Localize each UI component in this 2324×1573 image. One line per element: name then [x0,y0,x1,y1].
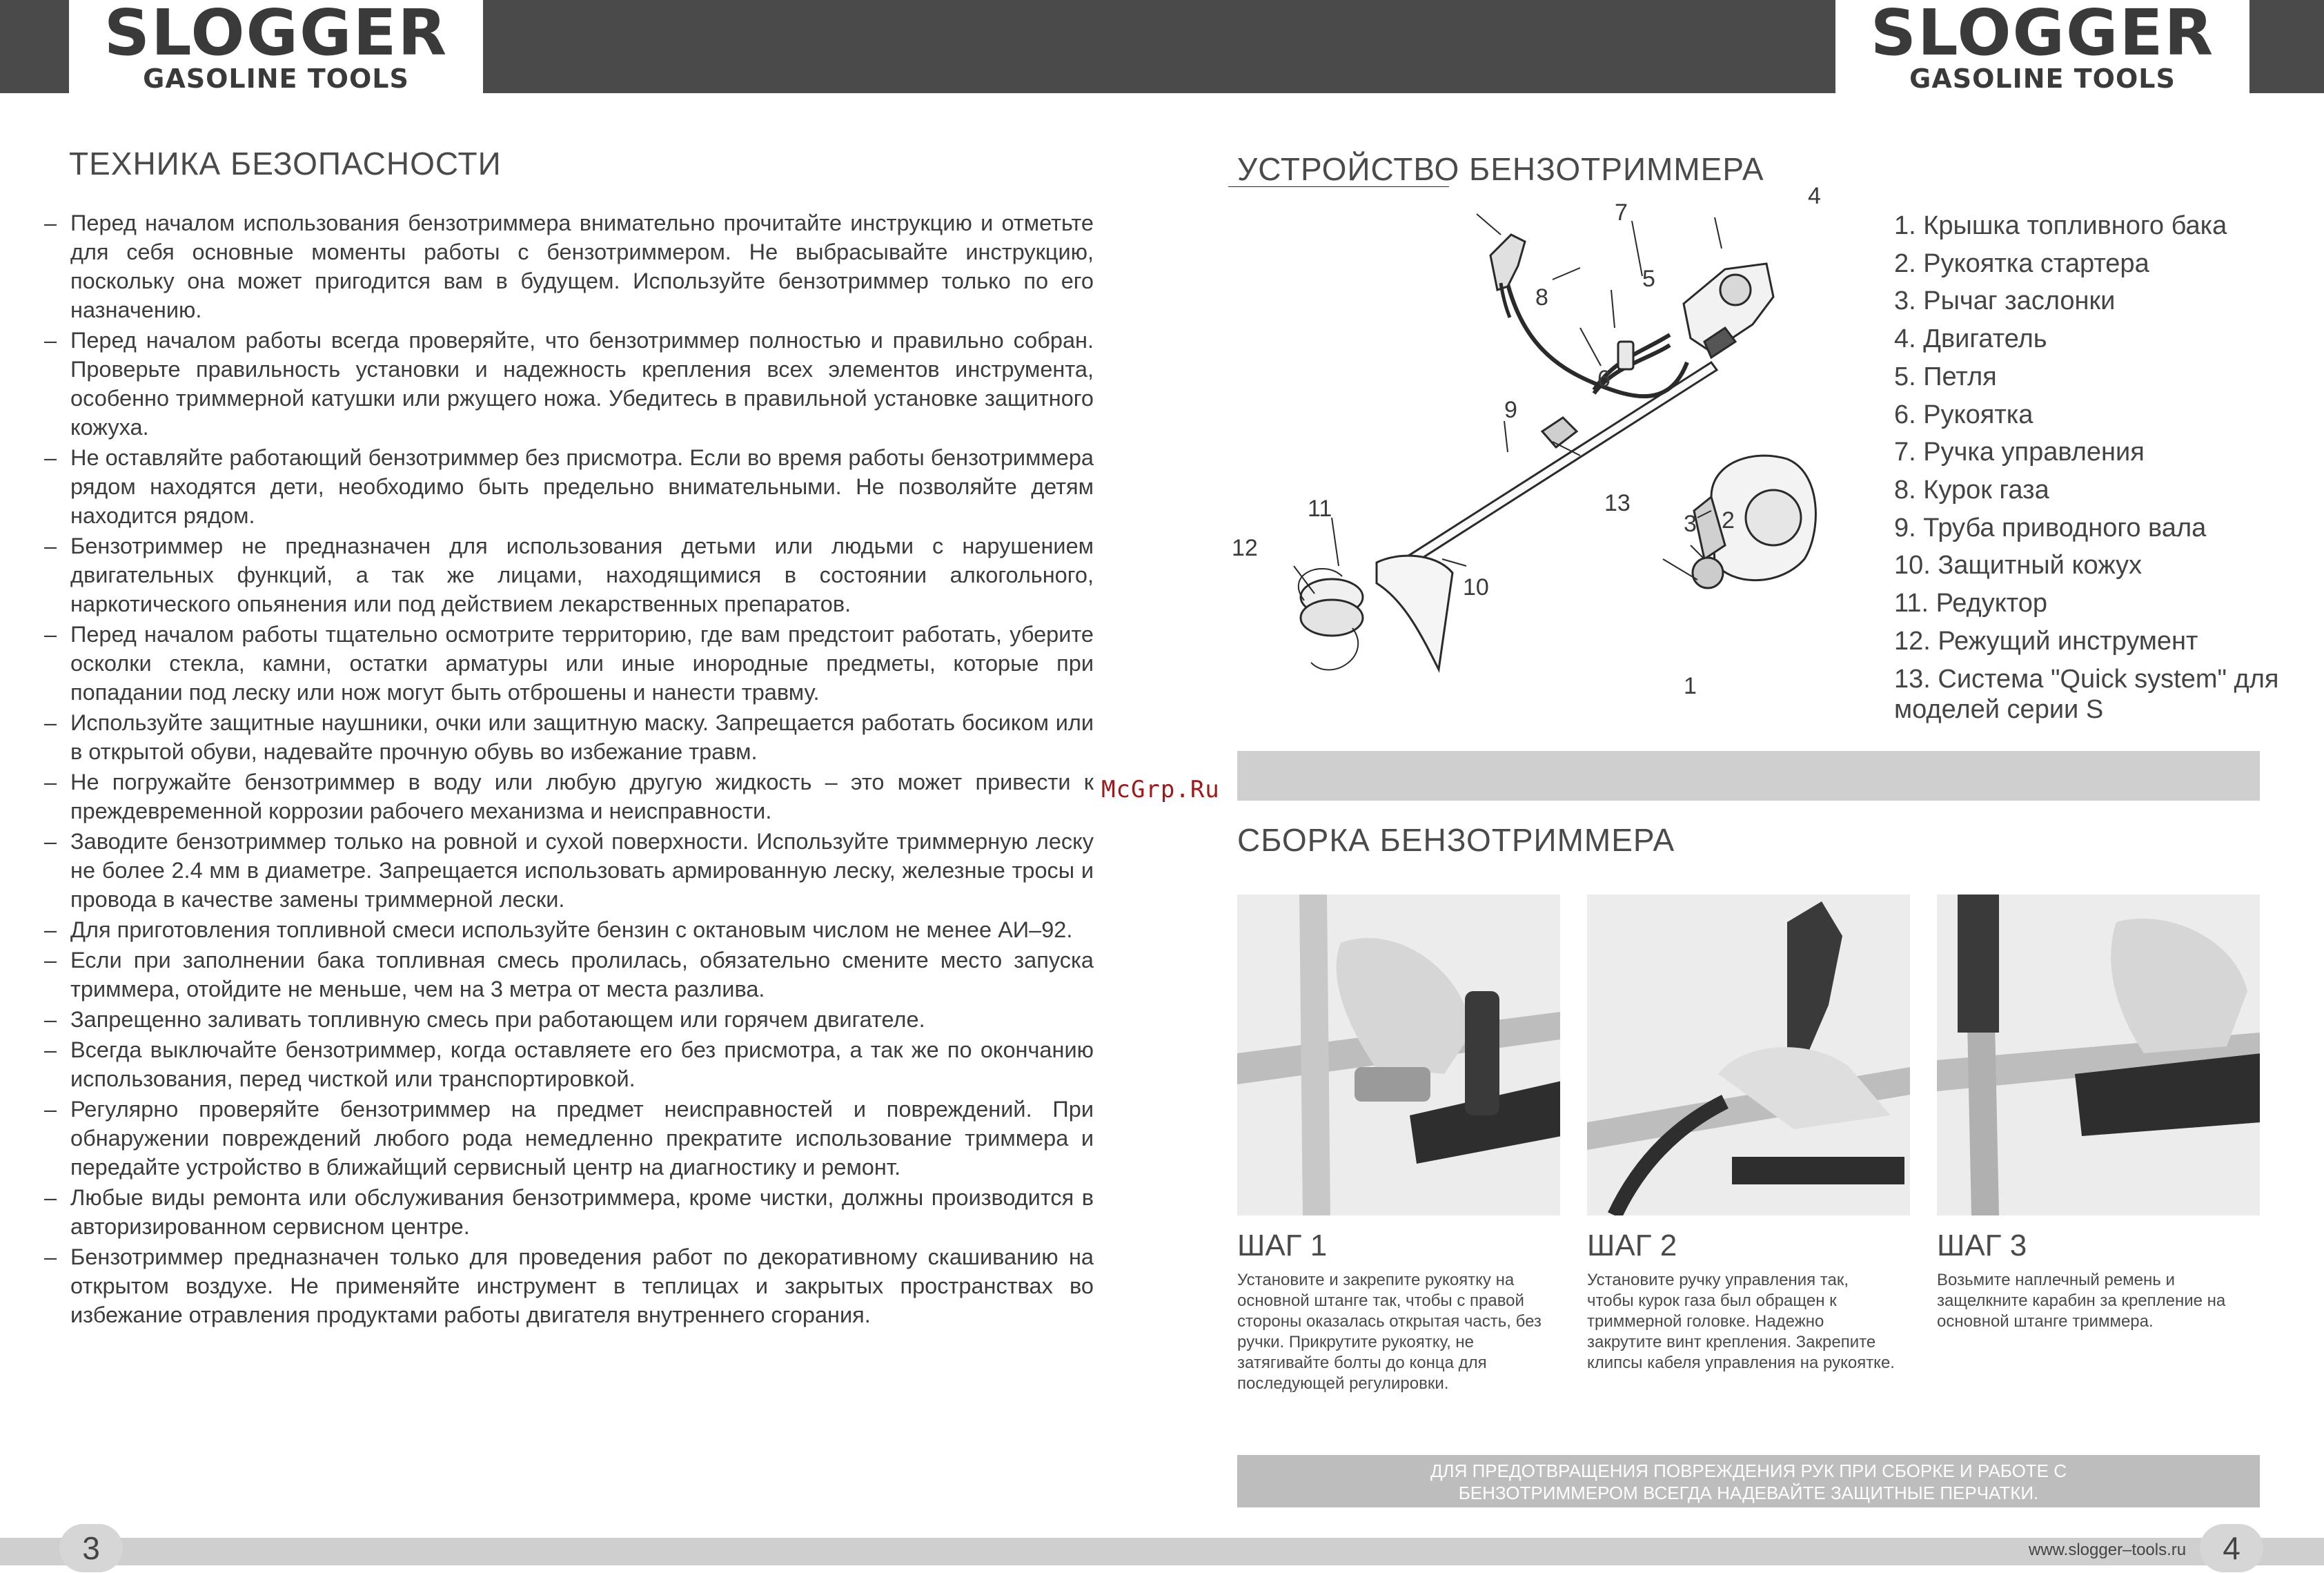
callout-1: 1 [1684,673,1697,699]
engine-flywheel [1746,490,1801,545]
callout-13: 13 [1604,490,1631,516]
step-3-photo [1937,895,2260,1215]
loop-bracket [1618,342,1633,369]
safety-rule: – Бензотриммер не предназначен для использования детьми или людьми с нарушением двигательных функций, а так же лицами, находящимися в состоянии алкогольного, наркотического опьянения или под действием лекарственных препаратов. [44,534,1094,616]
control-grip [1490,235,1525,290]
callout-8: 8 [1535,284,1548,311]
part-item: 7. Ручка управления [1894,438,2145,467]
safety-rule: – Всегда выключайте бензотриммер, когда оставляете его без присмотра, а так же по окончанию использования, перед чисткой или транспортировкой. [44,1037,1094,1091]
callout-9: 9 [1504,397,1517,423]
part-item: 10. Защитный кожух [1894,551,2143,580]
safety-rule: – Не погружайте бензотриммер в воду или любую другую жидкость – это может привести к преждевременной коррозии рабочего механизма и неисправности. [44,770,1094,823]
step-3-title: ШАГ 3 [1937,1229,2027,1262]
step-2-title: ШАГ 2 [1587,1229,1677,1262]
part-item: 9. Труба приводного вала [1894,513,2207,543]
part-item: 6. Рукоятка [1894,400,2034,429]
part-item: 2. Рукоятка стартера [1894,248,2149,278]
header-corner-block [2255,0,2324,93]
drive-shaft [1387,362,1717,577]
watermark: McGrp.Ru [1101,776,1220,803]
safety-rule: – Используйте защитные наушники, очки или защитную маску. Запрещается работать босиком или в открытой обуви, надевайте прочную обувь во избежание травм. [44,710,1094,764]
safety-rule: – Для приготовления топливной смеси используйте бензин с октановым числом не менее АИ–92. [44,917,1073,942]
fuel-cap [1693,558,1723,588]
step-1-photo [1237,895,1560,1215]
device-title: УСТРОЙСТВО БЕНЗОТРИММЕРА [1237,151,1764,187]
brand-logo-left [69,0,483,93]
callout-2: 2 [1722,507,1735,534]
part-item: 3. Рычаг заслонки [1894,286,2116,316]
brand-logo-right [1835,0,2249,93]
safety-rule: – Бензотриммер предназначен только для проведения работ по декоративному скашиванию на открытом воздухе. Не применяйте инструмент в теплицах и закрытых пространствах во избежание отравления продуктами работы двигателя внутреннего сгорания. [44,1244,1094,1327]
step-1-text: Установите и закрепите рукоятку на основной штанге так, чтобы с правой стороны оказалась открытая часть, без ручки. Прикрутите рукоятку, не затягивайте болты до конца для последующей регулировки. [1237,1271,1542,1393]
safety-title: ТЕХНИКА БЕЗОПАСНОСТИ [69,146,502,182]
callout-3: 3 [1684,511,1697,537]
part-item: 5. Петля [1894,362,1997,391]
bike-handle [1504,269,1687,396]
part-item: 12. Режущий инструмент [1894,626,2198,656]
logo-tagline: GASOLINE TOOLS [1909,63,2176,94]
logo-tagline: GASOLINE TOOLS [143,63,409,94]
footer-bar [0,1538,2324,1565]
safety-rules-list [41,208,1094,1331]
warning-line-1: ДЛЯ ПРЕДОТВРАЩЕНИЯ ПОВРЕЖДЕНИЯ РУК ПРИ СБОРКЕ И РАБОТЕ С [1430,1460,2067,1481]
assembly-title: СБОРКА БЕНЗОТРИММЕРА [1237,822,1675,858]
callout-7: 7 [1615,199,1628,226]
callout-6: 6 [1597,366,1611,392]
safety-rule: – Регулярно проверяйте бензотриммер на предмет неисправностей и повреждений. При обнаружении повреждений любого рода немедленно прекратите использование триммера и передайте устройство в ближайщий сервисный центр на диагностику и ремонт. [44,1097,1094,1180]
part-item: 13. Система "Quick system" для моделей серии S [1894,665,2279,725]
website-url: www.slogger–tools.ru [2029,1541,2187,1559]
callout-11: 11 [1308,496,1332,522]
warning-line-2: БЕНЗОТРИММЕРОМ ВСЕГДА НАДЕВАЙТЕ ЗАЩИТНЫЕ ПЕРЧАТКИ. [1458,1483,2039,1503]
engine-cover [1720,275,1751,305]
step-2-photo [1587,895,1910,1215]
safety-rule: – Любые виды ремонта или обслуживания бензотриммера, кроме чистки, должны производится в авторизированном сервисном центре. [44,1185,1094,1239]
logo-wordmark: SLOGGER [1870,0,2215,70]
parts-list [1894,207,2281,725]
trimmer-diagram [1228,186,1835,711]
step-2-text: Установите ручку управления так, чтобы курок газа был обращен к триммерной головке. Надежно закрутите винт крепления. Закрепите клипсы кабеля управления на рукоятке. [1587,1271,1895,1372]
part-item: 1. Крышка топливного бака [1894,211,2227,240]
callout-4: 4 [1808,186,1821,209]
step-1-title: ШАГ 1 [1237,1229,1328,1262]
protective-guard [1377,556,1452,670]
callout-12: 12 [1232,535,1258,561]
section-divider-band [1237,751,2260,801]
logo-wordmark: SLOGGER [104,0,449,70]
callout-5: 5 [1642,266,1655,292]
safety-rule: – Если при заполнении бака топливная смесь пролилась, обязательно смените место запуска триммера, отойдите не меньше, чем на 3 метра от места разлива. [44,948,1094,1002]
page-number-right: 4 [2200,1524,2263,1572]
callout-10: 10 [1463,574,1489,600]
safety-rule: – Перед началом работы тщательно осмотрите территорию, где вам предстоит работать, уберите осколки стекла, камни, остатки арматуры или иные инородные предметы, которые при попадании под леску или нож могут быть отброшены и нанести травму. [44,622,1094,705]
step-3-text: Возьмите наплечный ремень и защелкните карабин за крепление на основной штанге триммера. [1937,1271,2226,1331]
safety-rule: – Перед началом использования бензотриммера внимательно прочитайте инструкцию и отметьте для себя основные моменты работы с бензотриммером. Не выбрасывайте инструкцию, поскольку она может пригодится вам в будущем. Используйте бензотриммер только по его назначению. [44,211,1094,322]
part-item: 4. Двигатель [1894,324,2047,354]
safety-rule: – Заводите бензотриммер только на ровной и сухой поверхности. Используйте триммерную леску не более 2.4 мм в диаметре. Запрещается использовать армированную леску, железные тросы и провода в качестве замены триммерной лески. [44,829,1094,912]
safety-rule: – Запрещенно заливать топливную смесь при работающем или горячем двигателе. [44,1007,925,1032]
safety-rule: – Перед началом работы всегда проверяйте, что бензотриммер полностью и правильно собран. Проверьте правильность установки и надежность крепления всех элементов инструмента, особенно триммерной катушки или ржущего ножа. Убедитесь в правильной установке защитного кожуха. [44,328,1094,440]
safety-rule: – Не оставляйте работающий бензотриммер без присмотра. Если во время работы бензотриммера рядом находятся дети, необходимо быть предельно внимательными. Не позволяйте детям находится рядом. [44,445,1094,528]
part-item: 8. Курок газа [1894,475,2049,505]
gloves-warning [1237,1455,2260,1507]
page-number-left: 3 [59,1524,123,1572]
quick-system-clamp [1542,418,1577,447]
part-item: 11. Редуктор [1894,589,2048,618]
